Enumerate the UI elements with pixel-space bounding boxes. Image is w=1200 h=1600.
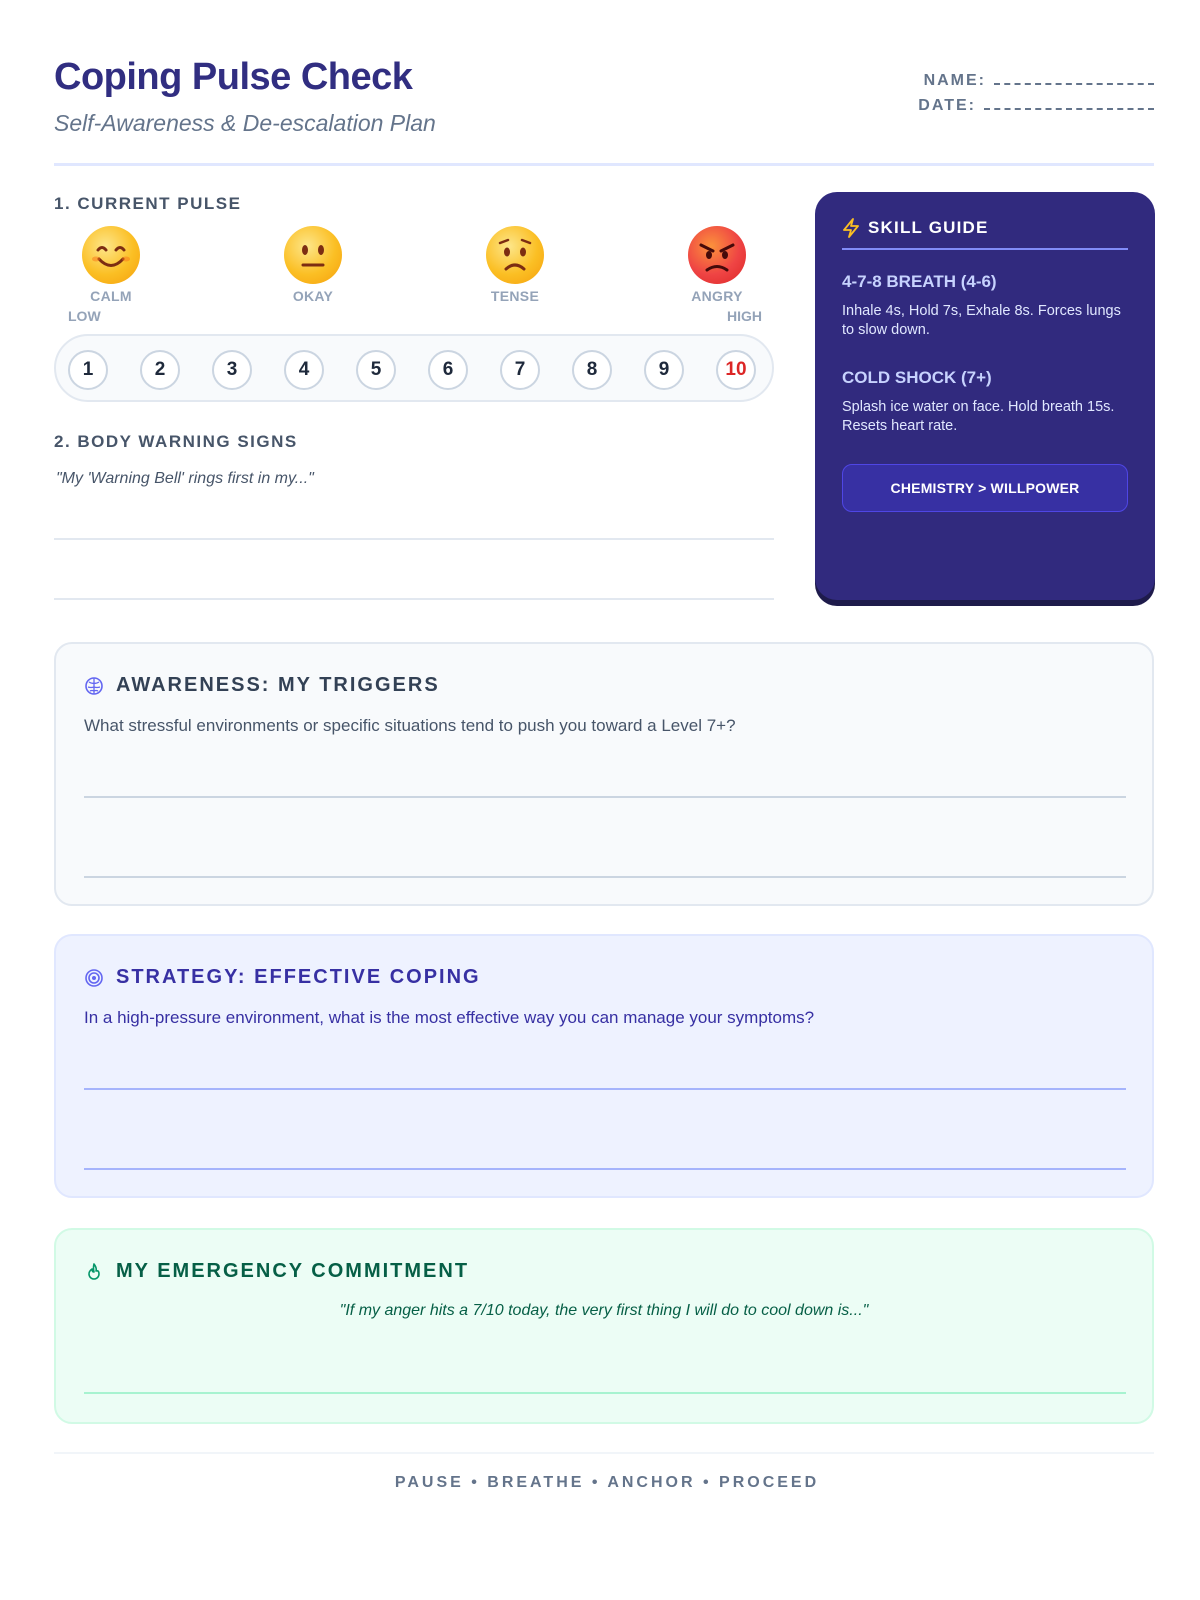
date-label: DATE: (918, 97, 976, 114)
scale-level-4[interactable]: 4 (284, 350, 324, 390)
scale-level-7[interactable]: 7 (500, 350, 540, 390)
scale-level-10[interactable]: 10 (716, 350, 756, 390)
strategy-heading (84, 966, 481, 989)
strategy-card (54, 934, 1154, 1198)
commitment-line[interactable] (84, 1392, 1126, 1394)
scale-low-label: LOW (68, 308, 101, 324)
page-title: Coping Pulse Check (54, 56, 413, 98)
triggers-question: What stressful environments or specific situations tend to push you toward a Level 7+? (84, 716, 736, 735)
scale-high-label: HIGH (727, 308, 762, 324)
scale-level-1[interactable]: 1 (68, 350, 108, 390)
smiling-face-icon (82, 226, 140, 284)
scale-level-6[interactable]: 6 (428, 350, 468, 390)
commitment-prompt: "If my anger hits a 7/10 today, the very first thing I will do to cool down is..." (339, 1302, 869, 1319)
body-warning-line-2[interactable] (54, 598, 774, 600)
name-field[interactable] (994, 73, 1154, 85)
page-subtitle: Self-Awareness & De-escalation Plan (54, 110, 436, 136)
skill-title-breath: 4-7-8 BREATH (4-6) (842, 272, 997, 291)
strategy-line-2[interactable] (84, 1168, 1126, 1170)
skill-text-cold-shock: Splash ice water on face. Hold breath 15s. Resets heart rate. (842, 399, 1115, 434)
skill-text-breath: Inhale 4s, Hold 7s, Exhale 8s. Forces lungs to slow down. (842, 303, 1121, 338)
target-icon (84, 968, 104, 988)
name-row (894, 72, 1154, 97)
face-calm (61, 226, 161, 304)
page-header (54, 56, 1154, 166)
skill-guide-title: SKILL GUIDE (868, 218, 989, 237)
face-label-tense: TENSE (490, 288, 540, 304)
commitment-title: MY EMERGENCY COMMITMENT (116, 1260, 470, 1282)
footer-divider (54, 1452, 1154, 1454)
commitment-card (54, 1228, 1154, 1424)
face-okay (263, 226, 363, 304)
face-angry (667, 226, 767, 304)
triggers-title: AWARENESS: MY TRIGGERS (116, 674, 440, 696)
skill-title-cold-shock: COLD SHOCK (7+) (842, 368, 992, 387)
pulse-scale (54, 334, 774, 402)
date-field[interactable] (984, 98, 1154, 110)
worried-face-icon (486, 226, 544, 284)
body-warning-prompt: "My 'Warning Bell' rings first in my..." (56, 470, 314, 487)
body-warning-line-1[interactable] (54, 538, 774, 540)
scale-level-8[interactable]: 8 (572, 350, 612, 390)
commitment-heading (84, 1260, 469, 1283)
scale-level-9[interactable]: 9 (644, 350, 684, 390)
date-row (894, 97, 1154, 122)
triggers-card (54, 642, 1154, 906)
skill-guide-header (842, 218, 1128, 250)
triggers-line-1[interactable] (84, 796, 1126, 798)
face-tense (465, 226, 565, 304)
flame-icon (84, 1262, 104, 1282)
neutral-face-icon (284, 226, 342, 284)
footer-motto: PAUSE • BREATHE • ANCHOR • PROCEED (394, 1474, 820, 1491)
brain-icon (84, 676, 104, 696)
triggers-line-2[interactable] (84, 876, 1126, 878)
scale-level-2[interactable]: 2 (140, 350, 180, 390)
strategy-title: STRATEGY: EFFECTIVE COPING (116, 966, 481, 988)
strategy-question: In a high-pressure environment, what is the most effective way you can manage your symptoms? (84, 1008, 815, 1027)
strategy-line-1[interactable] (84, 1088, 1126, 1090)
face-label-angry: ANGRY (691, 288, 743, 304)
scale-level-5[interactable]: 5 (356, 350, 396, 390)
mood-faces (54, 226, 774, 326)
name-date-block (894, 72, 1154, 122)
triggers-heading (84, 674, 440, 697)
lightning-icon (842, 218, 860, 238)
skill-guide-panel (815, 192, 1155, 600)
current-pulse-heading: 1. CURRENT PULSE (54, 194, 242, 213)
scale-level-3[interactable]: 3 (212, 350, 252, 390)
angry-face-icon (688, 226, 746, 284)
face-label-calm: CALM (90, 288, 132, 304)
body-warning-heading: 2. BODY WARNING SIGNS (54, 432, 298, 451)
name-label: NAME: (923, 72, 986, 89)
chemistry-willpower-button[interactable]: CHEMISTRY > WILLPOWER (842, 464, 1128, 512)
face-label-okay: OKAY (292, 288, 334, 304)
